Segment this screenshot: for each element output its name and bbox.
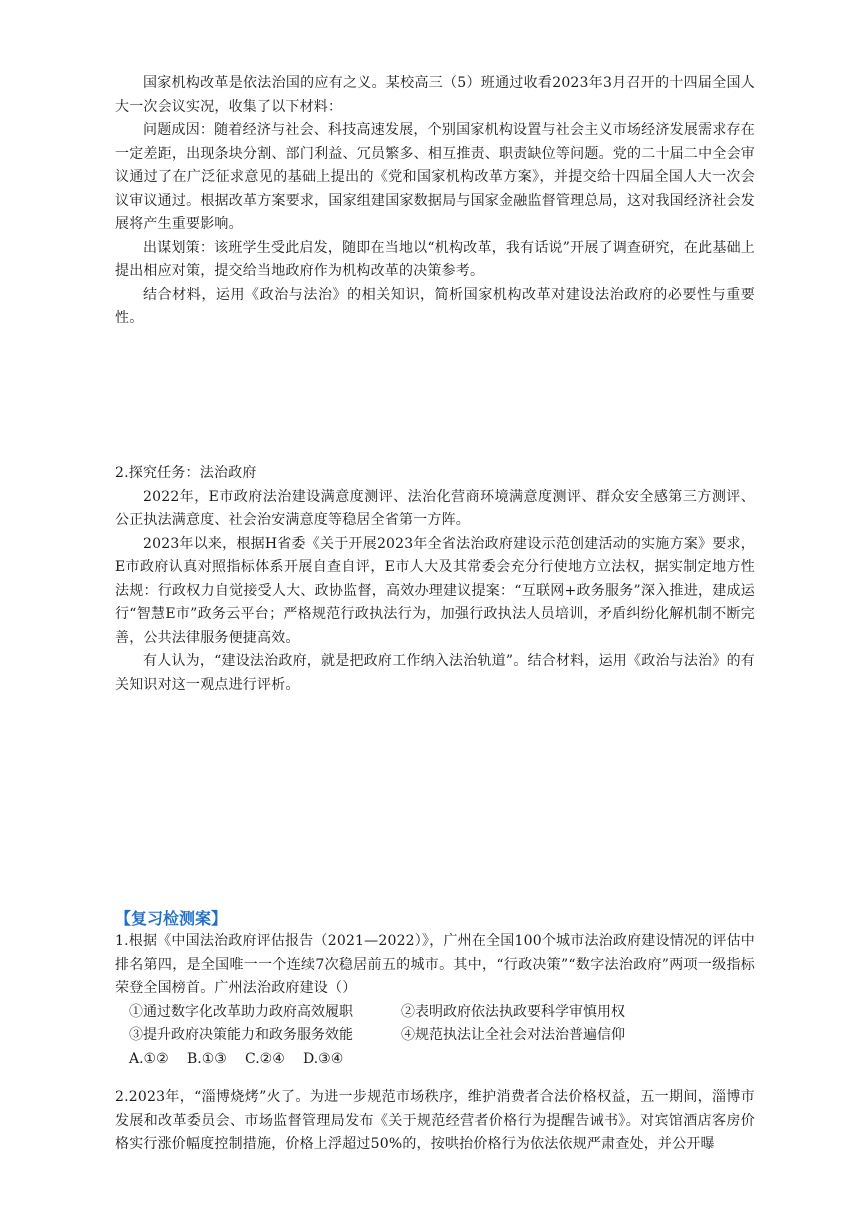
question-2-stem: 2.2023年，“淄博烧烤”火了。为进一步规范市场秩序，维护消费者合法价格权益，五一期间，淄博市发展和改革委员会、市场监督管理局发布《关于规范经营者价格行为提醒告诫书》。对宾馆酒店客房价格实行涨价幅度控制措施，价格上浮超过50%的，按哄抬价格行为依法依规严肃查处，并公开曝 [115,1089,755,1152]
question-1 [115,930,755,1071]
paragraph-suggestions: 出谋划策：该班学生受此启发，随即在当地以“机构改革，我有话说”开展了调查研究，在此基础上提出相应对策，提交给当地政府作为机构改革的决策参考。 [115,239,755,279]
review-heading: 【复习检测案】 [115,909,228,928]
answer-b: B.①③ [187,1050,227,1067]
option-3: ③提升政府决策能力和政务服务效能 [129,1027,353,1043]
option-4: ④规范执法让全社会对法治普遍信仰 [401,1027,625,1043]
paragraph-problem-cause: 问题成因：随着经济与社会、科技高速发展，个别国家机构设置与社会主义市场经济发展需求存在一定差距，出现条块分割、部门利益、冗员繁多、相互推责、职责缺位等问题。党的二十届二中全会审议通过了在广泛征求意见的基础上提出的《党和国家机构改革方案》，并提交给十四届全国人大一次会议审议通过。根据改革方案要求，国家组建国家数据局与国家金融监督管理总局，这对我国经济社会发展将产生重要影响。 [115,122,755,232]
option-2: ②表明政府依法执政要科学审慎用权 [401,1003,625,1020]
paragraph-e-city-2023: 2023年以来，根据H省委《关于开展2023年全省法治政府建设示范创建活动的实施方案》要求，E市政府认真对照指标体系开展自查自评，E市人大及其常委会充分行使地方立法权，据实制定地方性法规：行政权力自觉接受人大、政协监督，高效办理建议提案：“互联网+政务服务”深入推进，建成运行“智慧E市”政务云平台；严格规范行政执法行为，加强行政执法人员培训，矛盾纠纷化解机制不断完善，公共法律服务便捷高效。 [115,535,755,646]
question-prompt-1: 结合材料，运用《政治与法治》的相关知识，简析国家机构改革对建设法治政府的必要性与重要性。 [115,286,755,326]
options-row-2 [115,1024,755,1048]
answer-d: D.③④ [303,1050,344,1067]
answer-c: C.②④ [245,1050,285,1067]
paragraph-intro: 国家机构改革是依法治国的应有之义。某校高三（5）班通过收看2023年3月召开的十四届全国人大一次会议实况，收集了以下材料： [115,75,755,115]
option-1: ①通过数字化改革助力政府高效履职 [129,1003,353,1020]
paragraph-e-city-2022: 2022年，E市政府法治建设满意度测评、法治化营商环境满意度测评、群众安全感第三方测评、公正执法满意度、社会治安满意度等稳居全省第一方阵。 [115,488,755,528]
section-title: 2.探究任务：法治政府 [115,465,257,481]
question-2 [115,1086,755,1157]
material-section-2 [115,462,755,697]
answer-a: A.①② [129,1050,169,1067]
question-1-stem: 1.根据《中国法治政府评估报告（2021—2022）》，广州在全国100个城市法治政府建设情况的评估中排名第四，是全国唯一一个连续7次稳居前五的城市。其中，“行政决策”“数字法治政府”两项一级指标荣登全国榜首。广州法治政府建设（） [115,933,755,996]
answer-choices [115,1048,755,1072]
options-row-1 [115,1001,755,1025]
question-prompt-2: 有人认为，“建设法治政府，就是把政府工作纳入法治轨道”。结合材料，运用《政治与法治》的有关知识对这一观点进行评析。 [115,653,755,693]
material-section-1 [115,72,755,331]
